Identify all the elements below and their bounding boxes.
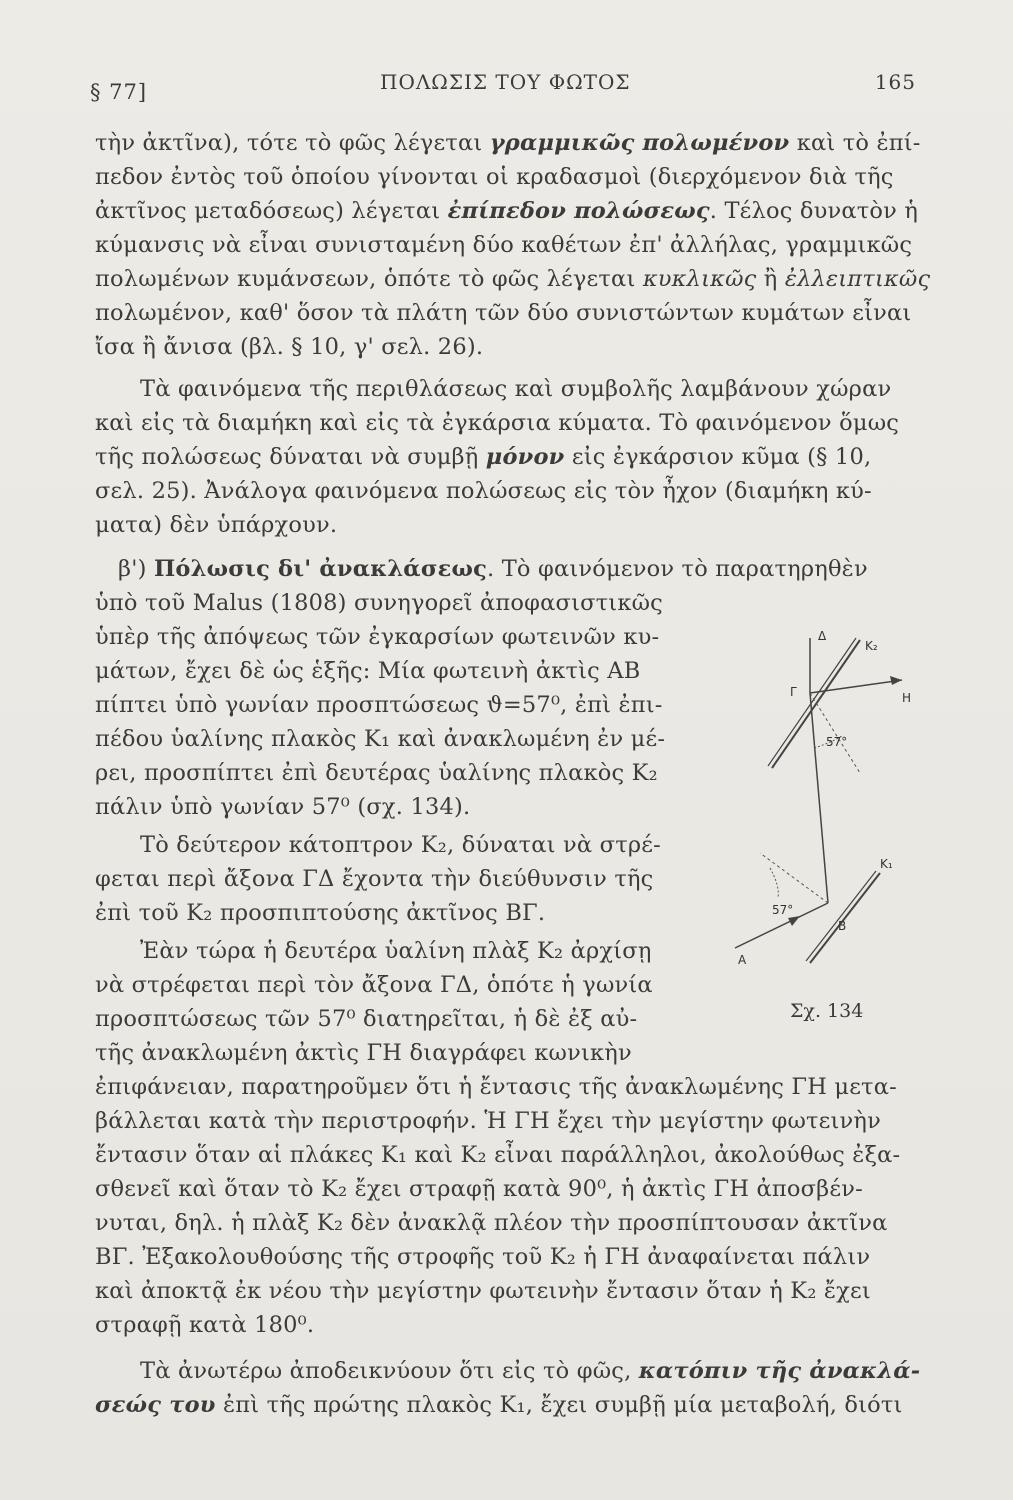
- text-line: στραφῇ κατὰ 180⁰.: [95, 1312, 315, 1338]
- reflection-polarization-diagram: [730, 618, 950, 1018]
- text-line: πολωμένον, καθ' ὅσον τὰ πλάτη τῶν δύο συνιστώντων κυμάτων εἶναι: [95, 300, 912, 326]
- text-line: Τὰ ἀνωτέρω ἀποδεικνύουν ὅτι εἰς τὸ φῶς, κατόπιν τῆς ἀνακλά-: [140, 1358, 921, 1384]
- text-line: σθενεῖ καὶ ὅταν τὸ Κ₂ ἔχει στραφῇ κατὰ 90⁰, ἡ ἀκτὶς ΓΗ ἀποσβέν-: [95, 1176, 863, 1202]
- label-delta: Δ: [818, 629, 827, 643]
- text-line: τῆς ἀνακλωμένη ἀκτὶς ΓΗ διαγράφει κωνικὴν: [95, 1040, 632, 1066]
- ray-bgamma: [810, 693, 828, 903]
- label-h: Η: [902, 691, 912, 705]
- ray-gamma-h: [810, 680, 902, 693]
- label-k2: K₂: [865, 639, 878, 653]
- text-line: ἀκτῖνος μεταδόσεως) λέγεται ἐπίπεδον πολώσεως. Τέλος δυνατὸν ἡ: [95, 198, 919, 224]
- text-line: Ἐὰν τώρα ἡ δευτέρα ὑαλίνη πλὰξ Κ₂ ἀρχίσῃ: [140, 938, 652, 964]
- text-line: ἐπὶ τοῦ Κ₂ προσπιπτούσης ἀκτῖνος ΒΓ.: [95, 900, 546, 926]
- emphasis: κατόπιν τῆς ἀνακλά-: [638, 1358, 921, 1384]
- figure-caption: Σχ. 134: [790, 1000, 864, 1022]
- running-title: ΠΟΛΩΣΙΣ ΤΟΥ ΦΩΤΟΣ: [380, 70, 631, 94]
- text-line: τὴν ἀκτῖνα), τότε τὸ φῶς λέγεται γραμμικῶς πολωμένον καὶ τὸ ἐπί-: [95, 130, 921, 156]
- subsection-heading: Πόλωσις δι' ἀνακλάσεως: [153, 556, 488, 582]
- page-header: [90, 68, 930, 108]
- normal-k1: [760, 853, 828, 903]
- text-line: φεται περὶ ἄξονα ΓΔ ἔχοντα τὴν διεύθυνσιν τῆς: [95, 866, 654, 892]
- angle-label-top: 57°: [826, 735, 848, 749]
- text-line: πολωμένων κυμάνσεων, ὁπότε τὸ φῶς λέγεται κυκλικῶς ἢ ἐλλειπτικῶς: [95, 266, 931, 292]
- label-a: Α: [738, 953, 747, 967]
- emphasis: ἐλλειπτικῶς: [784, 266, 931, 292]
- text-line: Τὸ δεύτερον κάτοπτρον Κ₂, δύναται νὰ στρέ-: [140, 832, 661, 858]
- text-line: κύμανσις νὰ εἶναι συνισταμένη δύο καθέτων ἐπ' ἀλλήλας, γραμμικῶς: [95, 232, 913, 258]
- text-line: ὑπὲρ τῆς ἀπόψεως τῶν ἐγκαρσίων φωτεινῶν κυ-: [95, 624, 660, 650]
- text-line: μάτων, ἔχει δὲ ὡς ἑξῆς: Μία φωτεινὴ ἀκτὶς ΑΒ: [95, 658, 641, 684]
- text-line: πέδου ὑαλίνης πλακὸς Κ₁ καὶ ἀνακλωμένη ἐν μέ-: [95, 726, 666, 752]
- text-line: πάλιν ὑπὸ γωνίαν 57⁰ (σχ. 134).: [95, 794, 471, 820]
- page-number: 165: [874, 70, 916, 94]
- text-line: νὰ στρέφεται περὶ τὸν ἄξονα ΓΔ, ὁπότε ἡ γωνία: [95, 972, 653, 998]
- text-line: πίπτει ὑπὸ γωνίαν προσπτώσεως ϑ=57⁰, ἐπὶ ἐπι-: [95, 692, 663, 718]
- text-line: β') Πόλωσις δι' ἀνακλάσεως. Τὸ φαινόμενον τὸ παρατηρηθὲν: [118, 556, 868, 582]
- text-line: ἔντασιν ὅταν αἱ πλάκες Κ₁ καὶ Κ₂ εἶναι παράλληλοι, ἀκολούθως ἐξα-: [95, 1142, 901, 1168]
- arrowhead-h: [890, 676, 902, 685]
- text-line: ρει, προσπίπτει ἐπὶ δευτέρας ὑαλίνης πλακὸς Κ₂: [95, 760, 658, 786]
- text-line: σεώς του ἐπὶ τῆς πρώτης πλακὸς Κ₁, ἔχει συμβῇ μία μεταβολή, διότι: [95, 1392, 903, 1418]
- text-line: πεδον ἐντὸς τοῦ ὁποίου γίνονται οἱ κραδασμοὶ (διερχόμενον διὰ τῆς: [95, 164, 894, 190]
- text-line: καὶ εἰς τὰ διαμήκη καὶ εἰς τὰ ἐγκάρσια κύματα. Τὸ φαινόμενον ὅμως: [95, 410, 900, 436]
- text-line: προσπτώσεως τῶν 57⁰ διατηρεῖται, ἡ δὲ ἐξ αὐ-: [95, 1006, 638, 1032]
- text-line: βάλλεται κατὰ τὴν περιστροφήν. Ἡ ΓΗ ἔχει τὴν μεγίστην φωτεινὴν: [95, 1108, 881, 1134]
- emphasis: σεώς του: [95, 1392, 216, 1418]
- text-line: ὑπὸ τοῦ Malus (1808) συνηγορεῖ ἀποφασιστικῶς: [95, 590, 663, 616]
- text-line: Τὰ φαινόμενα τῆς περιθλάσεως καὶ συμβολῆς λαμβάνουν χώραν: [140, 376, 892, 402]
- normal-k2: [810, 693, 860, 773]
- plate-k1: [810, 873, 880, 963]
- text-line: καὶ ἀποκτᾷ ἐκ νέου τὴν μεγίστην φωτεινὴν ἔντασιν ὅταν ἡ Κ₂ ἔχει: [95, 1278, 871, 1304]
- emphasis: κυκλικῶς: [642, 266, 757, 292]
- text-line: ΒΓ. Ἐξακολουθούσης τῆς στροφῆς τοῦ Κ₂ ἡ ΓΗ ἀναφαίνεται πάλιν: [95, 1244, 871, 1270]
- label-k1: K₁: [880, 857, 893, 871]
- emphasis: μόνον: [485, 444, 565, 470]
- emphasis: γραμμικῶς πολωμένον: [489, 130, 790, 156]
- emphasis: ἐπίπεδον πολώσεως: [447, 198, 710, 224]
- text-line: ματα) δὲν ὑπάρχουν.: [95, 512, 338, 538]
- text-line: ἐπιφάνειαν, παρατηροῦμεν ὅτι ἡ ἔντασις τῆς ἀνακλωμένης ΓΗ μετα-: [95, 1074, 897, 1100]
- text-line: ἴσα ἢ ἄνισα (βλ. § 10, γ' σελ. 26).: [95, 334, 484, 360]
- section-number: § 77]: [90, 80, 148, 104]
- label-b: Β: [838, 919, 847, 933]
- arrowhead-ab: [788, 916, 800, 926]
- text-line: σελ. 25). Ἀνάλογα φαινόμενα πολώσεως εἰς τὸν ἦχον (διαμήκη κύ-: [95, 478, 872, 504]
- angle-label-bottom: 57°: [772, 903, 794, 917]
- text-line: τῆς πολώσεως δύναται νὰ συμβῇ μόνον εἰς ἐγκάρσιον κῦμα (§ 10,: [95, 444, 872, 470]
- text-line: νυται, δηλ. ἡ πλὰξ Κ₂ δὲν ἀνακλᾷ πλέον τὴν προσπίπτουσαν ἀκτῖνα: [95, 1210, 888, 1236]
- label-gamma: Γ: [790, 685, 797, 699]
